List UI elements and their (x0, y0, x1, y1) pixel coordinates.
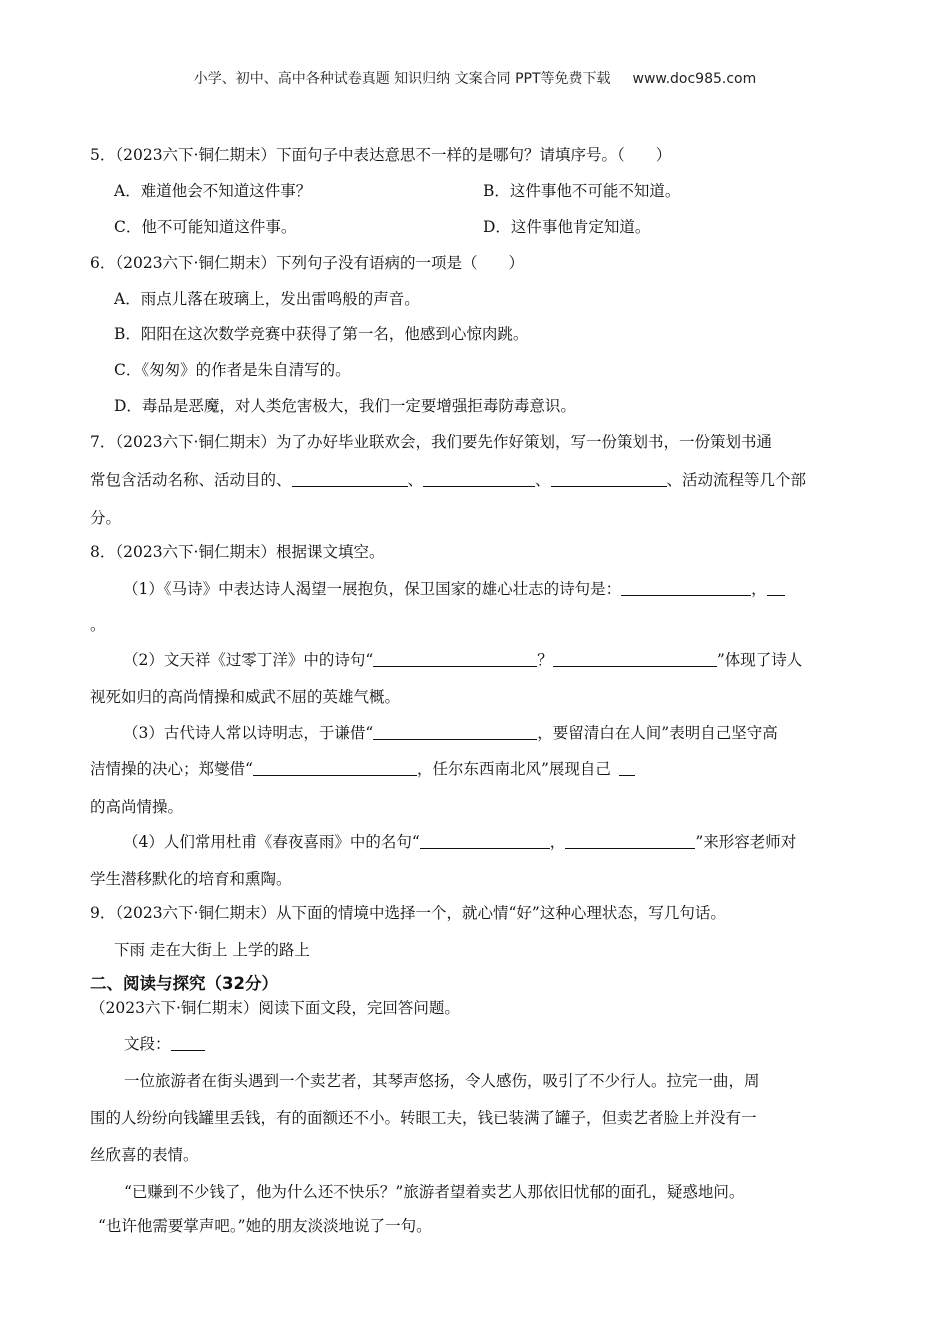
q5-option-d: D．这件事他肯定知道。 (483, 218, 651, 236)
q8-part2-blank-2[interactable] (553, 651, 717, 667)
q7-sep-2: 、 (535, 471, 551, 489)
q8-part3-blank-3[interactable] (619, 760, 635, 776)
q8-part3-text-d: ，任尔东西南北风”展现自己 (416, 760, 611, 778)
q6-option-c: C．《匆匆》的作者是朱自清写的。 (114, 361, 351, 379)
q8-part3-line2 (90, 758, 635, 780)
q6-stem: 6．（2023六下·铜仁期末）下列句子没有语病的一项是（ ） (90, 254, 524, 272)
q8-part3-text-b: ，要留清白在人间”表明自己坚守高 (537, 724, 778, 742)
q7-blank-2[interactable] (423, 471, 535, 487)
q9-options: 下雨 走在大街上 上学的路上 (114, 941, 310, 959)
section2-intro: （2023六下·铜仁期末）阅读下面文段，完回答问题。 (90, 999, 460, 1017)
q6-option-a: A．雨点儿落在玻璃上，发出雷鸣般的声音。 (114, 290, 420, 308)
q7-sep-1: 、 (407, 471, 424, 489)
q8-part2 (123, 649, 802, 671)
section2-label: 文段： (124, 1035, 171, 1053)
q8-part4-line2: 学生潜移默化的培育和熏陶。 (90, 870, 292, 888)
q6-option-b: B．阳阳在这次数学竞赛中获得了第一名，他感到心惊肉跳。 (114, 325, 529, 343)
q7-line2 (90, 469, 806, 491)
q5-option-b: B．这件事他不可能不知道。 (483, 182, 681, 200)
para2: “已赚到不少钱了，他为什么还不快乐？”旅游者望着卖艺人那依旧忧郁的面孔，疑惑地问。 (124, 1183, 745, 1201)
q8-part1 (123, 578, 785, 600)
section2-label-line (124, 1033, 205, 1055)
q8-part2-text-b: ”体现了诗人 (716, 651, 803, 669)
header-text: 小学、初中、高中各种试卷真题 知识归纳 文案合同 PPT等免费下载 (193, 71, 611, 87)
q9-stem: 9．（2023六下·铜仁期末）从下面的情境中选择一个，就心情“好”这种心理状态，写几句话。 (90, 904, 726, 922)
para1-line2: 围的人纷纷向钱罐里丢钱，有的面额还不小。转眼工夫，钱已装满了罐子，但卖艺者脸上并没有一 (90, 1109, 757, 1127)
q5-option-a: A．难道他会不知道这件事？ (114, 182, 312, 200)
para1-line1: 一位旅游者在街头遇到一个卖艺者，其琴声悠扬，令人感伤，吸引了不少行人。拉完一曲，周 (124, 1072, 760, 1090)
q8-part4-text-a: （4）人们常用杜甫《春夜喜雨》中的名句“ (123, 833, 420, 851)
q8-part3-text-a: （3）古代诗人常以诗明志，于谦借“ (123, 724, 374, 742)
q8-part1-text: （1）《马诗》中表达诗人渴望一展抱负，保卫国家的雄心壮志的诗句是： (123, 580, 622, 598)
q8-part4-blank-1[interactable] (420, 833, 550, 849)
para1-line3: 丝欣喜的表情。 (90, 1146, 199, 1164)
q7-line1: 7．（2023六下·铜仁期末）为了办好毕业联欢会，我们要先作好策划，写一份策划书，一份策划书通 (90, 433, 772, 451)
page-header (0, 68, 950, 88)
q7-blank-1[interactable] (292, 471, 408, 487)
q7-text-b: 、活动流程等几个部 (666, 471, 807, 489)
q8-part2-blank-1[interactable] (373, 651, 537, 667)
q8-part1-blank-2[interactable] (767, 580, 785, 596)
q7-text-a: 常包含活动名称、活动目的、 (90, 471, 292, 489)
q8-part2-text-a: （2）文天祥《过零丁洋》中的诗句“ (123, 651, 374, 669)
q8-part3-blank-1[interactable] (373, 724, 537, 740)
q8-part3-line3: 的高尚情操。 (90, 798, 184, 816)
section2-title: 二、阅读与探究（32分） (90, 974, 278, 993)
q7-line3: 分。 (90, 509, 122, 527)
q6-option-d: D．毒品是恶魔，对人类危害极大，我们一定要增强拒毒防毒意识。 (114, 397, 576, 415)
q8-part3-blank-2[interactable] (253, 760, 417, 776)
q7-blank-3[interactable] (551, 471, 667, 487)
q8-part3 (123, 722, 778, 744)
q8-part4 (123, 831, 796, 853)
section2-title-blank[interactable] (171, 1035, 205, 1051)
q8-stem: 8．（2023六下·铜仁期末）根据课文填空。 (90, 543, 385, 561)
q8-part2-line2: 视死如归的高尚情操和威武不屈的英雄气概。 (90, 688, 401, 706)
q8-part2-q: ？ (537, 651, 553, 669)
q8-part4-sep: ， (549, 833, 566, 851)
q5-stem: 5．（2023六下·铜仁期末）下面句子中表达意思不一样的是哪句？请填序号。（ ） (90, 146, 672, 164)
q8-part1-end: 。 (90, 616, 106, 634)
q5-option-c: C．他不可能知道这件事。 (114, 218, 297, 236)
q8-part4-blank-2[interactable] (565, 833, 695, 849)
q8-part3-text-c: 洁情操的决心；郑燮借“ (90, 760, 253, 778)
header-site-link[interactable]: www.doc985.com (632, 71, 757, 87)
q8-part1-blank-1[interactable] (621, 580, 751, 596)
para3: “也许他需要掌声吧。”她的朋友淡淡地说了一句。 (98, 1217, 432, 1235)
q8-part4-text-b: ”来形容老师对 (695, 833, 797, 851)
q8-part1-sep: ， (751, 580, 767, 598)
